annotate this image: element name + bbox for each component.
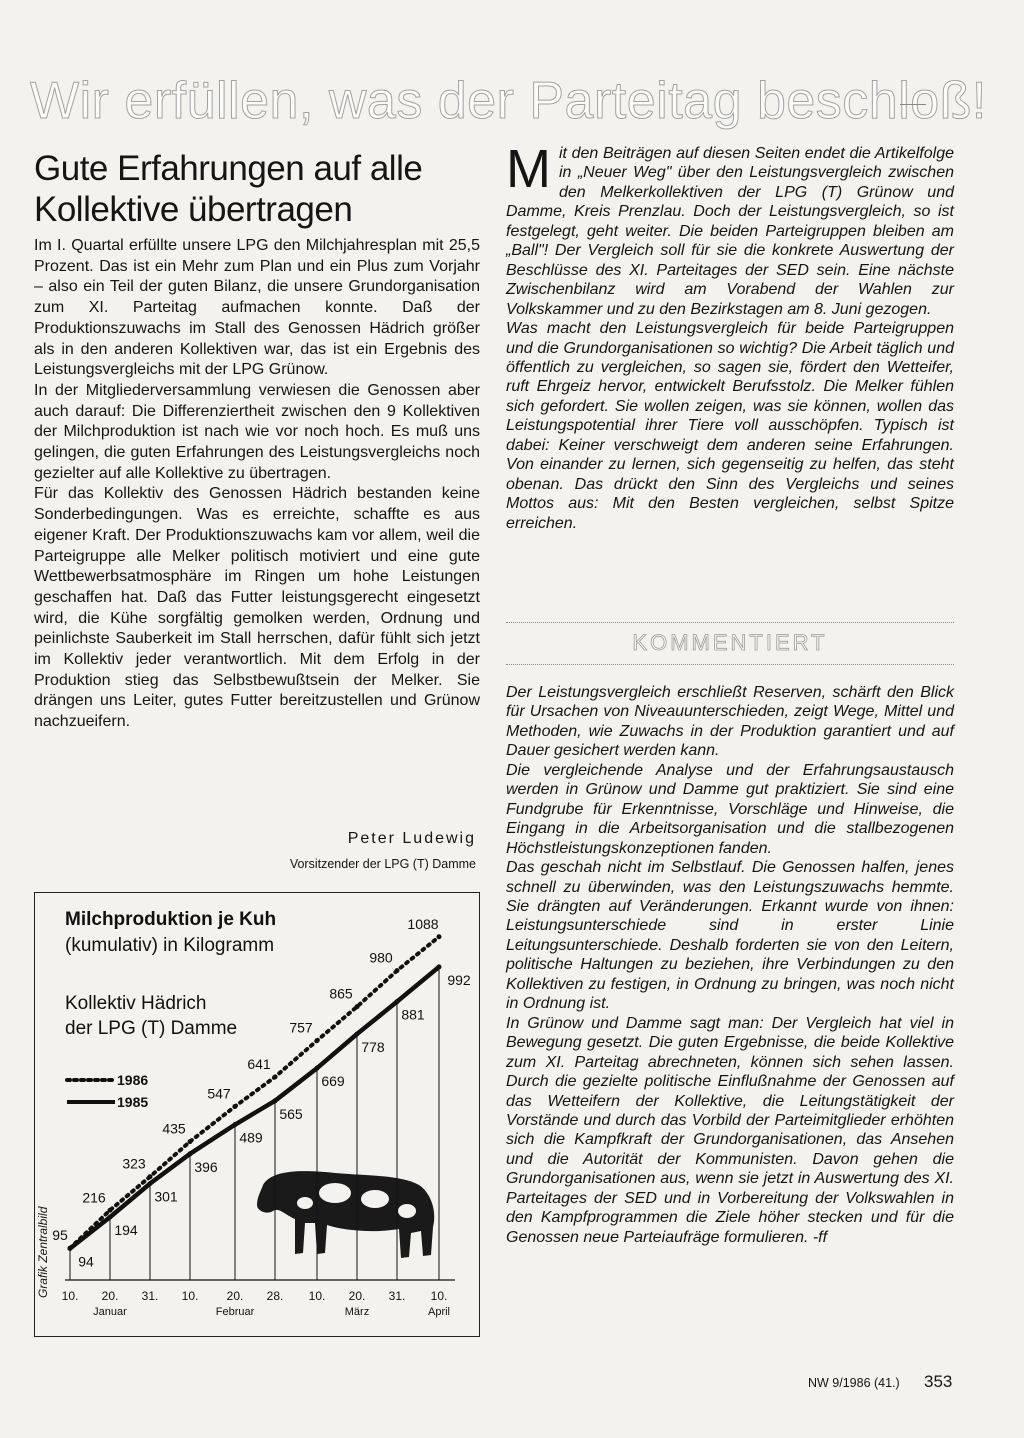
- x-tick-label: 10.: [430, 1289, 448, 1303]
- series-1985-point: [233, 1122, 238, 1127]
- series-1985-data-label: 565: [279, 1105, 303, 1122]
- x-tick-label: 31.: [141, 1289, 159, 1303]
- month-label: Februar: [215, 1306, 255, 1318]
- intro-paragraph: it den Beiträgen auf diesen Seiten endet die Artikelfolge in „Neuer Weg" über den Leistungsvergleich zwischen den Melkerkollektiven der LPG (T) Grünow und Damme, Kreis Prenzlau. Doch der Leistungsvergleich, so ist festgelegt, geht weiter. Die beiden Parteigruppen bleiben am „Ball"! Der Vergleich soll für sie die konkrete Auswertung der Beschlüsse des XI. Parteitages der SED sein. Eine nächste Zwischenbilanz wird am Vorabend der Wahlen zur Volkskammer und zu den Bezirkstagen am 8. Juni gezogen.: [506, 145, 954, 318]
- series-1986-data-label: 641: [247, 1055, 271, 1072]
- chart-note: der LPG (T) Damme: [65, 1018, 238, 1039]
- series-1986-data-label: 323: [122, 1155, 146, 1172]
- series-1986-data-label: 216: [82, 1189, 106, 1206]
- lead-paragraph: Für das Kollektiv des Genossen Hädrich bestanden keine Sonderbedingungen. Was es erreichte, schaffte es aus eigener Kraft. Der Produktionszuwachs kam vor allem, weil die Parteigruppe alle Melker politisch motiviert und eine gute Wettbewerbsatmosphäre im Ringen um hohe Leistungen geschaffen hat. Daß das Futter leistungsgerecht eingesetzt wird, die Kühe sorgfältig gemolken werden, Ordnung und peinlichste Sauberkeit im Stall herrschen, dafür fühlt sich jetzt im Kollektiv jeder verantwortlich. Mit dem Erfolg in der Produktion stieg das Selbstbewußtsein der Melker. Sie drängen uns Leiter, gutes Futter bereitzustellen und Grünow nachzueifern.: [34, 485, 480, 731]
- issue-reference: NW 9/1986 (41.): [808, 1376, 900, 1390]
- series-1986-point: [188, 1139, 193, 1144]
- series-1986-point: [148, 1174, 153, 1179]
- comment-paragraph: Der Leistungsvergleich erschließt Reserven, schärft den Blick für Ursachen von Niveauunterschieden, zeigt Wege, Mittel und Methoden, wie Zuwachs in der Produktion garantiert und auf Dauer gesichert werden kann.: [506, 684, 954, 760]
- series-1985-data-label: 669: [321, 1073, 345, 1090]
- month-label: März: [344, 1306, 370, 1318]
- series-1985-data-label: 94: [78, 1253, 94, 1270]
- lead-paragraph: In der Mitgliederversammlung verwiesen die Genossen aber auch darauf: Die Differenziertheit zwischen den 9 Kollektiven der Milchproduktion ist nach wie vor noch hoch. Es muß uns gelingen, die guten Erfahrungen des Leistungsvergleichs noch gezielter auf alle Kollektive zu übertragen.: [34, 381, 480, 482]
- series-1985-data-label: 301: [154, 1188, 178, 1205]
- series-1986-point: [355, 1004, 360, 1009]
- graphic-credit: Grafik Zentralbild: [36, 1206, 50, 1298]
- series-1986-point: [395, 968, 400, 973]
- cow-spot: [361, 1190, 389, 1208]
- chart-subtitle: (kumulativ) in Kilogramm: [65, 935, 275, 956]
- series-1986-data-label: 865: [329, 985, 353, 1002]
- series-1986-data-label: 757: [289, 1019, 313, 1036]
- banner-divider: [900, 104, 926, 105]
- series-1986-point: [233, 1104, 238, 1109]
- cow-illustration: [257, 1171, 434, 1258]
- x-tick-label: 10.: [61, 1289, 79, 1303]
- x-tick-label: 10.: [181, 1289, 199, 1303]
- series-1985-point: [355, 1031, 360, 1036]
- series-1985-data-label: 992: [447, 971, 471, 988]
- cow-spot: [319, 1183, 351, 1203]
- series-1986-point: [437, 934, 442, 939]
- series-1986-data-label: 1088: [407, 915, 439, 932]
- x-tick-label: 20.: [101, 1289, 119, 1303]
- series-1986-data-label: 95: [52, 1227, 68, 1244]
- series-1986-data-label: 980: [369, 949, 393, 966]
- x-tick-label: 20.: [348, 1289, 366, 1303]
- series-1985-data-label: 881: [401, 1006, 425, 1023]
- series-1985-point: [108, 1215, 113, 1220]
- x-tick-label: 28.: [266, 1289, 284, 1303]
- divider-top: [506, 622, 954, 623]
- comment-paragraph: In Grünow und Damme sagt man: Der Vergleich hat viel in Bewegung gesetzt. Die guten Ergebnisse, die beide Kollektive zum XI. Parteitag abrechneten, können sich sehen lassen. Durch die gezielte politische Einflußnahme der Genossen auf das Wetteifern der Kollektive, die Leitungstätigkeit der Vorstände und durch das Vorbild der Parteimitglieder erhöhten sich die Kampfkraft der Grundorganisationen, das Ansehen und die Autorität der Kommunisten. Davon gehen die Grundorganisationen aus, wenn sie jetzt in Auswertung des XI. Parteitages der SED und in Vorbereitung der Volkswahlen in den Kampfprogrammen die Ziele höher stecken und für die Genossen neue Parteiaufräge formulieren. -ff: [506, 1014, 954, 1246]
- series-1985-data-label: 194: [114, 1222, 138, 1239]
- series-1985-point: [437, 964, 442, 969]
- x-tick-label: 31.: [388, 1289, 406, 1303]
- divider-bottom: [506, 664, 954, 665]
- cow-spot: [398, 1204, 416, 1218]
- x-tick-label: 10.: [308, 1289, 326, 1303]
- comment-paragraph: Die vergleichende Analyse und der Erfahrungsaustausch werden in Grünow und Damme gut praktiziert. Sie sind eine Fundgrube für Erkenntnisse, Vorschläge und Hinweise, die Eingang in die Arbeitsorganisation und die stallbezogenen Höchstleistungskonzeptionen fanden.: [506, 761, 954, 857]
- x-tick-label: 20.: [226, 1289, 244, 1303]
- series-1986-data-label: 435: [162, 1120, 186, 1137]
- series-1985-point: [395, 999, 400, 1004]
- author-role: Vorsitzender der LPG (T) Damme: [289, 857, 476, 871]
- lead-article: [34, 236, 480, 733]
- kommentiert-heading: KOMMENTIERT: [632, 630, 828, 655]
- series-1986-point: [273, 1074, 278, 1079]
- series-1985-data-label: 778: [361, 1038, 385, 1055]
- intro-article: [506, 139, 954, 533]
- section-banner: Wir erfüllen, was der Parteitag beschloß!: [30, 72, 987, 130]
- intro-paragraph: Was macht den Leistungsvergleich für beide Parteigruppen und die Grundorganisationen so wichtig? Die Arbeit täglich und öffentlich zu vergleichen, so sagen sie, fördert den Wetteifer, ruft Ehrgeiz hervor, entwickelt Berufsstolz. Die Melker fühlen sich gefordert. Sie wollen zeigen, was sie können, wollen das Leistungspotential ihrer Tiere voll ausschöpfen. Typisch ist dabei: Keiner verschweigt dem anderen seine Erfahrungen. Von einander zu lernen, sich gegenseitig zu helfen, das steht obenan. Das drückt den Sinn des Vergleichs und seines Mottos aus: Mit den Besten vergleichen, selbst Spitze erreichen.: [506, 320, 954, 532]
- milk-chart: [34, 892, 480, 1337]
- series-1985-data-label: 489: [239, 1129, 263, 1146]
- month-label: April: [427, 1306, 451, 1318]
- series-1986-point: [108, 1208, 113, 1213]
- headline: Gute Erfahrungen auf alle Kollektive übertragen: [34, 149, 423, 229]
- drop-cap: M: [506, 139, 551, 199]
- series-1985-point: [188, 1151, 193, 1156]
- chart-note: Kollektiv Hädrich: [65, 993, 207, 1014]
- series-1985-point: [273, 1098, 278, 1103]
- legend-1986-label: 1986: [117, 1072, 149, 1088]
- comment-paragraph: Das geschah nicht im Selbstlauf. Die Genossen halfen, jenes schnell zu überwinden, was den Leistungszuwachs hemmte. Sie drängten auf Veränderungen. Erkannt wurde von ihnen: Leistungsunterschiede sind in erster Linie Leitungsunterschiede. Deshalb forderten sie von den Leitern, politische Haltungen zu beziehen, ihre Verbindungen zu den Kollektiven zu festigen, in Ordnung zu bringen, was noch nicht in Ordnung ist.: [506, 859, 954, 1013]
- series-1985-point: [68, 1246, 73, 1251]
- chart-title: Milchproduktion je Kuh: [65, 909, 277, 930]
- comment-article: [506, 683, 954, 1247]
- series-1985-data-label: 396: [194, 1158, 218, 1175]
- author-name: Peter Ludewig: [347, 830, 476, 847]
- milk-chart-svg: [35, 893, 479, 1336]
- series-1986-data-label: 547: [207, 1085, 231, 1102]
- series-1986-point: [315, 1038, 320, 1043]
- legend-1985-label: 1985: [117, 1094, 149, 1110]
- lead-paragraph: Im I. Quartal erfüllte unsere LPG den Milchjahresplan mit 25,5 Prozent. Das ist ein Mehr zum Plan und ein Plus zum Vorjahr – also ein Teil der guten Bilanz, die unsere Grundorganisation zum XI. Parteitag aufmachen konnte. Daß der Produktionszuwachs im Stall des Genossen Hädrich größer als in den anderen Kollektiven war, das ist ein Ergebnis des Leistungsvergleichs mit der LPG Grünow.: [34, 237, 480, 379]
- series-1985-point: [148, 1181, 153, 1186]
- page-number: 353: [924, 1372, 953, 1391]
- cow-spot: [297, 1197, 313, 1209]
- series-1985-point: [315, 1066, 320, 1071]
- month-label: Januar: [93, 1306, 127, 1318]
